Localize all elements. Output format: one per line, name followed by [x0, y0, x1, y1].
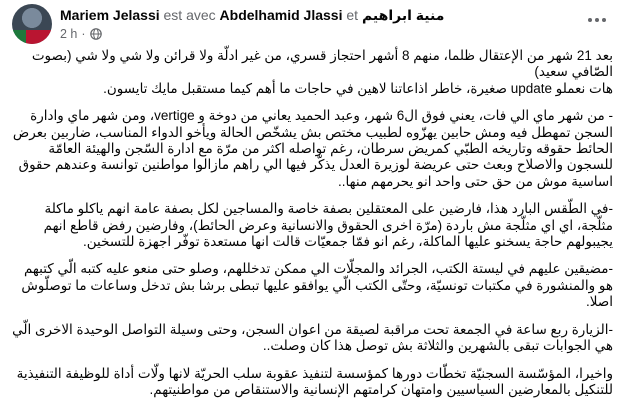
post-paragraph-1: بعد 21 شهر من الإعتقال ظلما، منهم 8 أشهر احتجاز قسري، من غير ادلّة ولا قرائن ولا شي ولا شي (بصوت الصّافي سعيد) — [31, 48, 613, 80]
post-paragraph-5: -مضيقين عليهم في ليستة الكتب، الجرائد والمجلّات الي ممكن تدخللهم، وصلو حتى منعو عليه كتبه الّي كتبهم هو والمنشورة في مكتبات تونسيّة، وحتّى الكتب الّي يوافقو عليها تبطى برشا بش تدخل وساعات ما توصلّوش اصلا. — [21, 261, 613, 310]
meta-separator: · — [81, 27, 86, 41]
post-meta — [60, 26, 102, 42]
more-options-icon[interactable] — [585, 10, 609, 30]
post-paragraph-2: هات نعملو update صغيرة، خاطر اذاعاتنا لاهين في حاجات ما أهم كيما مستقبل مايك تايسون. — [103, 80, 613, 96]
tagged-person-1[interactable]: Abdelhamid Jlassi — [219, 7, 343, 23]
flag-overlay — [12, 30, 52, 44]
author-avatar[interactable] — [12, 4, 52, 44]
post-paragraph-3: - من شهر ماي الي فات، يعني فوق ال6 شهر، وعبد الحميد يعاني من دوخة و vertige، ومن شهر ماي وادارة السجن تمهطل فيه ومش حابين يهزّوه لطبيب مختص بش يشخّص الحالة ويأخو الدواء المناسب، ضاربين بعرض الحائط حقوقه وتاريخه الطبّي كمريض سرطان، رغم تواصله اكثر من مرّة مع ادارة السّجن والهيئة العامّة للسجون والاصلاح وبعث حتى عريضة لوزيرة العدل يذكّر فيها الي راهم مازالوا مواطنين توانسة وعندهم حقوق اساسية موش من حق حتى واحد انو يحرمهم منها.. — [12, 108, 613, 189]
author-line — [60, 6, 444, 24]
post-time[interactable]: 2 h — [60, 27, 78, 41]
globe-icon — [90, 28, 102, 40]
post-header — [0, 0, 625, 46]
author-name[interactable]: Mariem Jelassi — [60, 7, 160, 23]
post-body — [10, 48, 613, 404]
tagged-person-2[interactable]: منية ابراهيم — [361, 7, 445, 23]
with-text: est avec — [163, 7, 216, 23]
post-paragraph-7: واخيرا، المؤسّسة السجنيّة تخطّات دورها كمؤسسة لتنفيذ عقوبة سلب الحريّة لانها ولّات أداة للوظيفة التنفيذية للتنكيل بالمعارضين السياسيين وامتهان كرامتهم الإنسانية والاستنقاص من مواطنيتهم. — [16, 365, 613, 397]
and-text: et — [346, 7, 359, 23]
post-paragraph-4: -في الطّقس البارد هذا، فارضين على المعتقلين بصفة خاصة والمساجين لكل بصفة عامة انهم ياكلو ماكلة مثلّجة، اي اي مثلّجة مش باردة (مرّة اخرى الحقوق والانسانية وعرض الحائط)، وفارضين رفض قاطع انهم يجيبولهم حاجة يسخنو عليها الماكلة، رغم انو فمّا جمعيّات قالت انها مستعدة توفّر اجهزة للتسخين. — [43, 201, 613, 250]
post-paragraph-6: -الزيارة ربع ساعة في الجمعة تحت مراقبة لصيقة من اعوان السجن، وحتى وسيلة التواصل الوحيدة الاخرى الّي هي الجوابات تبقى بالشهرين والثلاثة بش توصل هذا كان وصلت.. — [12, 321, 613, 354]
